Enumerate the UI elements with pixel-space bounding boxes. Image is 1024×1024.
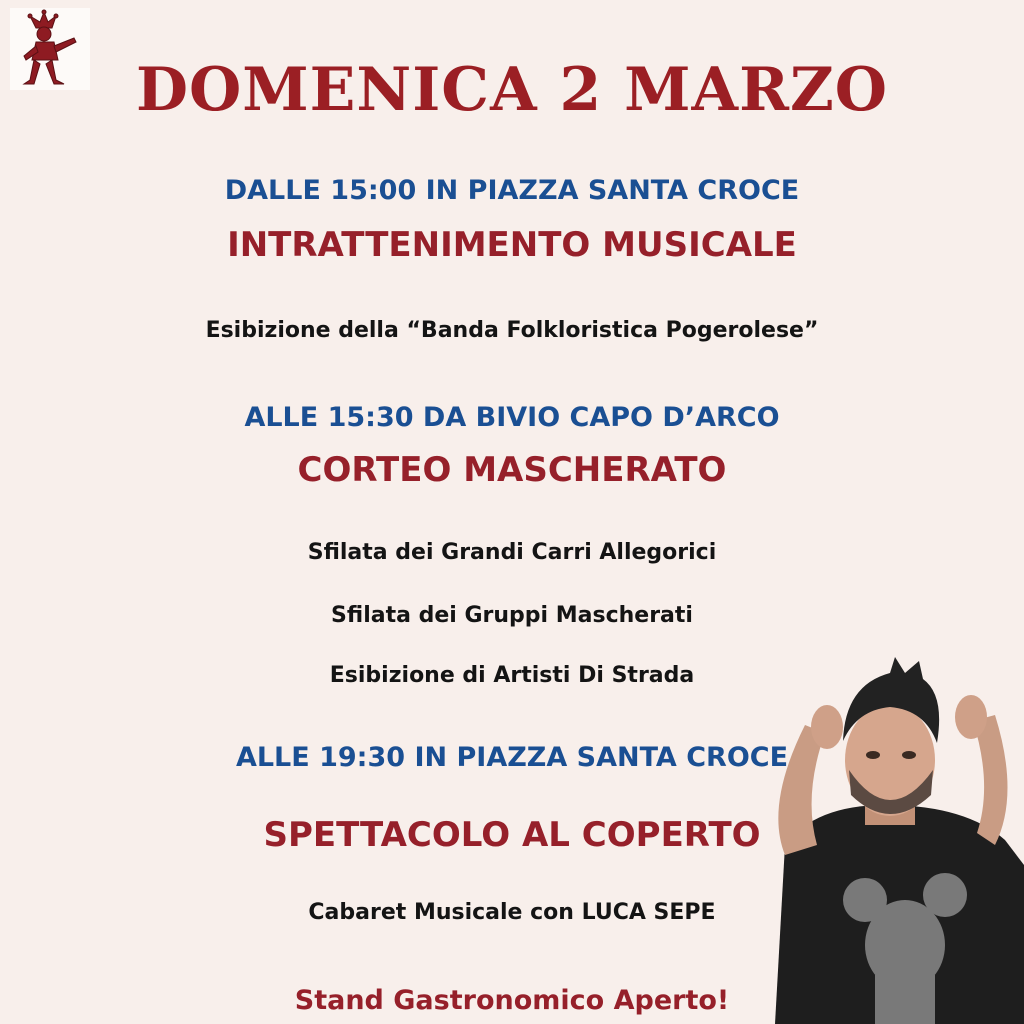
event-1-title: INTRATTENIMENTO MUSICALE xyxy=(227,225,797,265)
event-1-detail: Esibizione della “Banda Folkloristica Pogerolese” xyxy=(205,318,819,343)
event-3-detail: Cabaret Musicale con LUCA SEPE xyxy=(308,900,716,925)
footer-stand-note: Stand Gastronomico Aperto! xyxy=(294,985,730,1016)
performer-photo xyxy=(745,655,1024,1024)
event-2-title: CORTEO MASCHERATO xyxy=(297,450,727,490)
event-2-time: ALLE 15:30 DA BIVIO CAPO D’ARCO xyxy=(244,402,780,433)
event-2-detail: Sfilata dei Gruppi Mascherati xyxy=(331,603,693,628)
event-1-time: DALLE 15:00 IN PIAZZA SANTA CROCE xyxy=(224,175,800,206)
event-2-detail: Esibizione di Artisti Di Strada xyxy=(329,663,695,688)
event-3-title: SPETTACOLO AL COPERTO xyxy=(263,815,761,855)
page-title: DOMENICA 2 MARZO xyxy=(135,55,889,125)
event-2-detail: Sfilata dei Grandi Carri Allegorici xyxy=(307,540,717,565)
event-3-time: ALLE 19:30 IN PIAZZA SANTA CROCE xyxy=(235,742,789,773)
